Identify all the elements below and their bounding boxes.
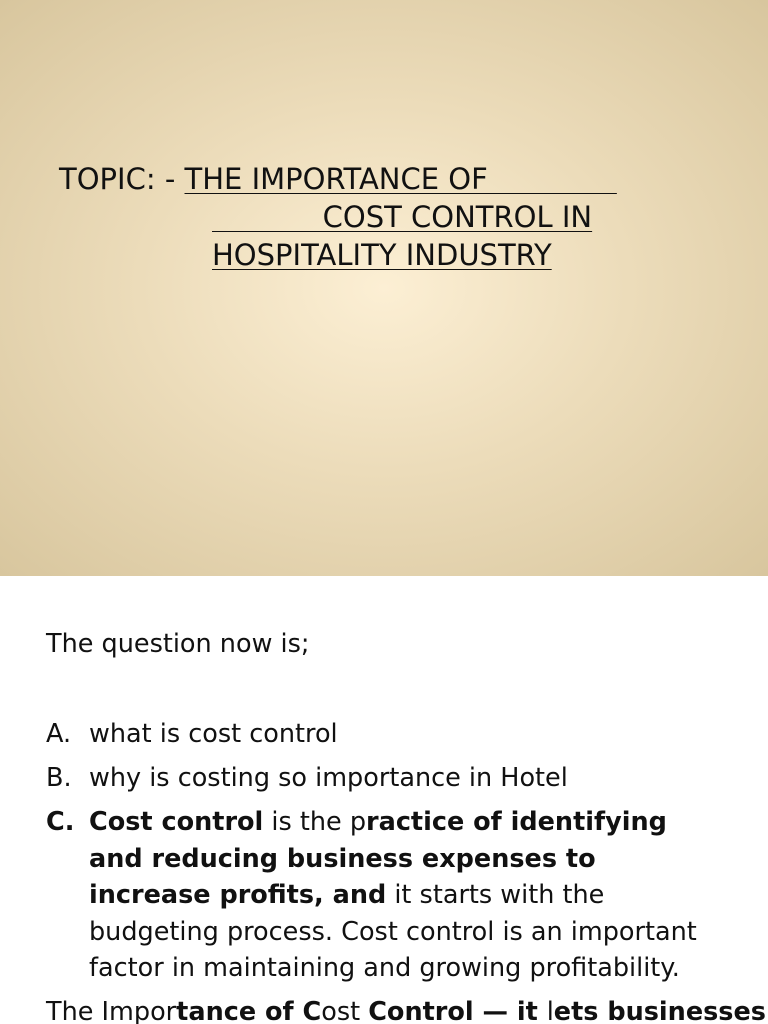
bold-definition: ractice of identifying and reducing business expenses to increase profits, and [89,807,667,910]
bold-term: Cost control [89,807,264,837]
list-marker: A. [46,719,72,749]
list-item-b [46,760,726,797]
bold-text: ets businesses [553,997,766,1024]
list-marker: B. [46,763,72,793]
content-section [0,576,768,1024]
title-line-2: COST CONTROL IN [212,200,593,234]
question-text: The question now is; [46,629,310,659]
plain-text: l [546,997,554,1024]
list-item-c [46,804,726,987]
bold-text: Control — it [368,997,547,1024]
topic-prefix: TOPIC: - [59,162,185,196]
list-marker: C. [46,807,75,837]
plain-text: is the p [263,807,367,837]
title-text-1: THE IMPORTANCE OF [184,162,617,196]
list-item-a [46,716,726,753]
plain-text: The Impor [46,997,177,1024]
list-item-text: what is cost control [89,719,338,749]
list-item-text [89,804,726,987]
bold-text: tance of C [176,997,322,1024]
title-line-3: HOSPITALITY INDUSTRY [212,238,552,272]
plain-text: it starts with the budgeting process. Cost control is an important factor in maintaining and growing profitability. [89,880,697,983]
plain-text: ost [321,997,369,1024]
closing-line [46,994,766,1024]
title-line-1 [59,160,617,198]
list-item-text: why is costing so importance in Hotel [89,763,568,793]
